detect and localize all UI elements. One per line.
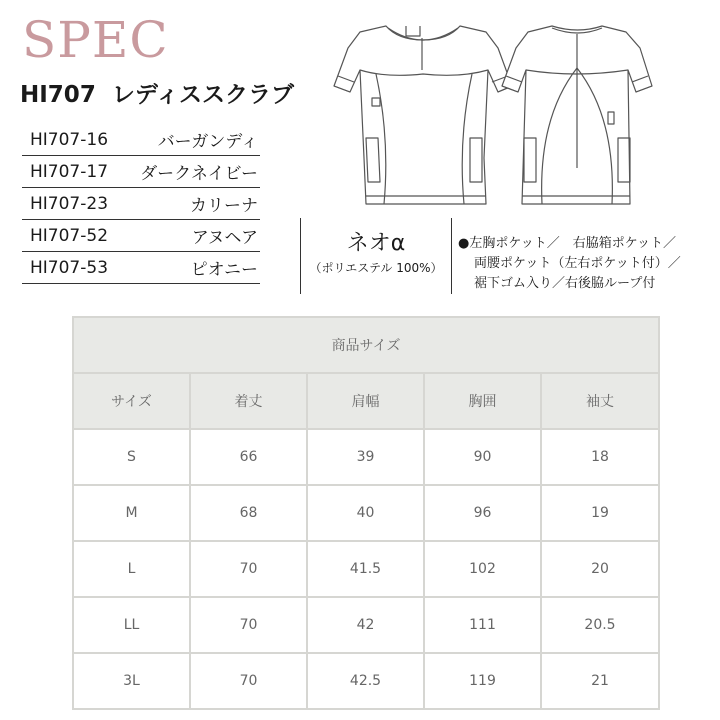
table-cell: 90 [424,429,541,485]
table-cell: 42.5 [307,653,424,709]
back-garment-drawing [502,26,652,204]
color-row [22,188,260,220]
color-code: HI707-23 [30,193,109,214]
front-garment-drawing [334,26,512,204]
table-cell: 70 [190,653,307,709]
table-cell: 96 [424,485,541,541]
table-cell: 3L [73,653,190,709]
table-cell: 70 [190,541,307,597]
table-cell: 111 [424,597,541,653]
feature-list [458,234,718,294]
fabric-name: ネオα [346,231,406,256]
spec-title: SPEC [22,11,169,69]
color-row [22,220,260,252]
table-cell: L [73,541,190,597]
feature-line: ●左胸ポケット／ 右脇箱ポケット／ [458,236,677,251]
table-cell: M [73,485,190,541]
table-cell: 40 [307,485,424,541]
feature-line: 両腰ポケット（左右ポケット付）／ [474,256,681,271]
column-header: 袖丈 [541,373,659,429]
color-name: カリーナ [190,196,258,216]
color-row [22,124,260,156]
product-name: レディススクラブ [111,82,295,108]
column-header: サイズ [73,373,190,429]
table-cell: 20 [541,541,659,597]
table-cell: S [73,429,190,485]
table-row [73,597,659,653]
table-cell: 66 [190,429,307,485]
table-cell: 70 [190,597,307,653]
color-code: HI707-53 [30,257,109,278]
table-row [73,653,659,709]
color-row [22,252,260,284]
garment-illustration [326,8,666,214]
table-cell: 41.5 [307,541,424,597]
table-cell: 102 [424,541,541,597]
size-table-caption: 商品サイズ [73,317,659,373]
column-header: 胸囲 [424,373,541,429]
table-row [73,429,659,485]
color-name: ピオニー [190,260,258,280]
table-cell: 42 [307,597,424,653]
color-row [22,156,260,188]
table-cell: 19 [541,485,659,541]
table-cell: 21 [541,653,659,709]
table-cell: LL [73,597,190,653]
product-code: HI707 [20,82,96,108]
table-cell: 18 [541,429,659,485]
size-table [72,316,660,710]
color-name: アヌヘア [191,228,258,248]
color-name: バーガンディ [157,132,258,152]
table-cell: 20.5 [541,597,659,653]
feature-line: 裾下ゴム入り／右後脇ループ付 [474,276,656,291]
product-title [20,80,294,110]
color-list [22,124,260,284]
column-header: 肩幅 [307,373,424,429]
color-code: HI707-16 [30,129,109,150]
color-code: HI707-52 [30,225,109,246]
table-row [73,485,659,541]
color-code: HI707-17 [30,161,109,182]
color-name: ダークネイビー [140,164,258,184]
column-header: 着丈 [190,373,307,429]
table-cell: 68 [190,485,307,541]
table-cell: 39 [307,429,424,485]
fabric-box [300,218,452,294]
fabric-composition: （ポリエステル 100%） [309,261,443,275]
table-cell: 119 [424,653,541,709]
table-row [73,541,659,597]
